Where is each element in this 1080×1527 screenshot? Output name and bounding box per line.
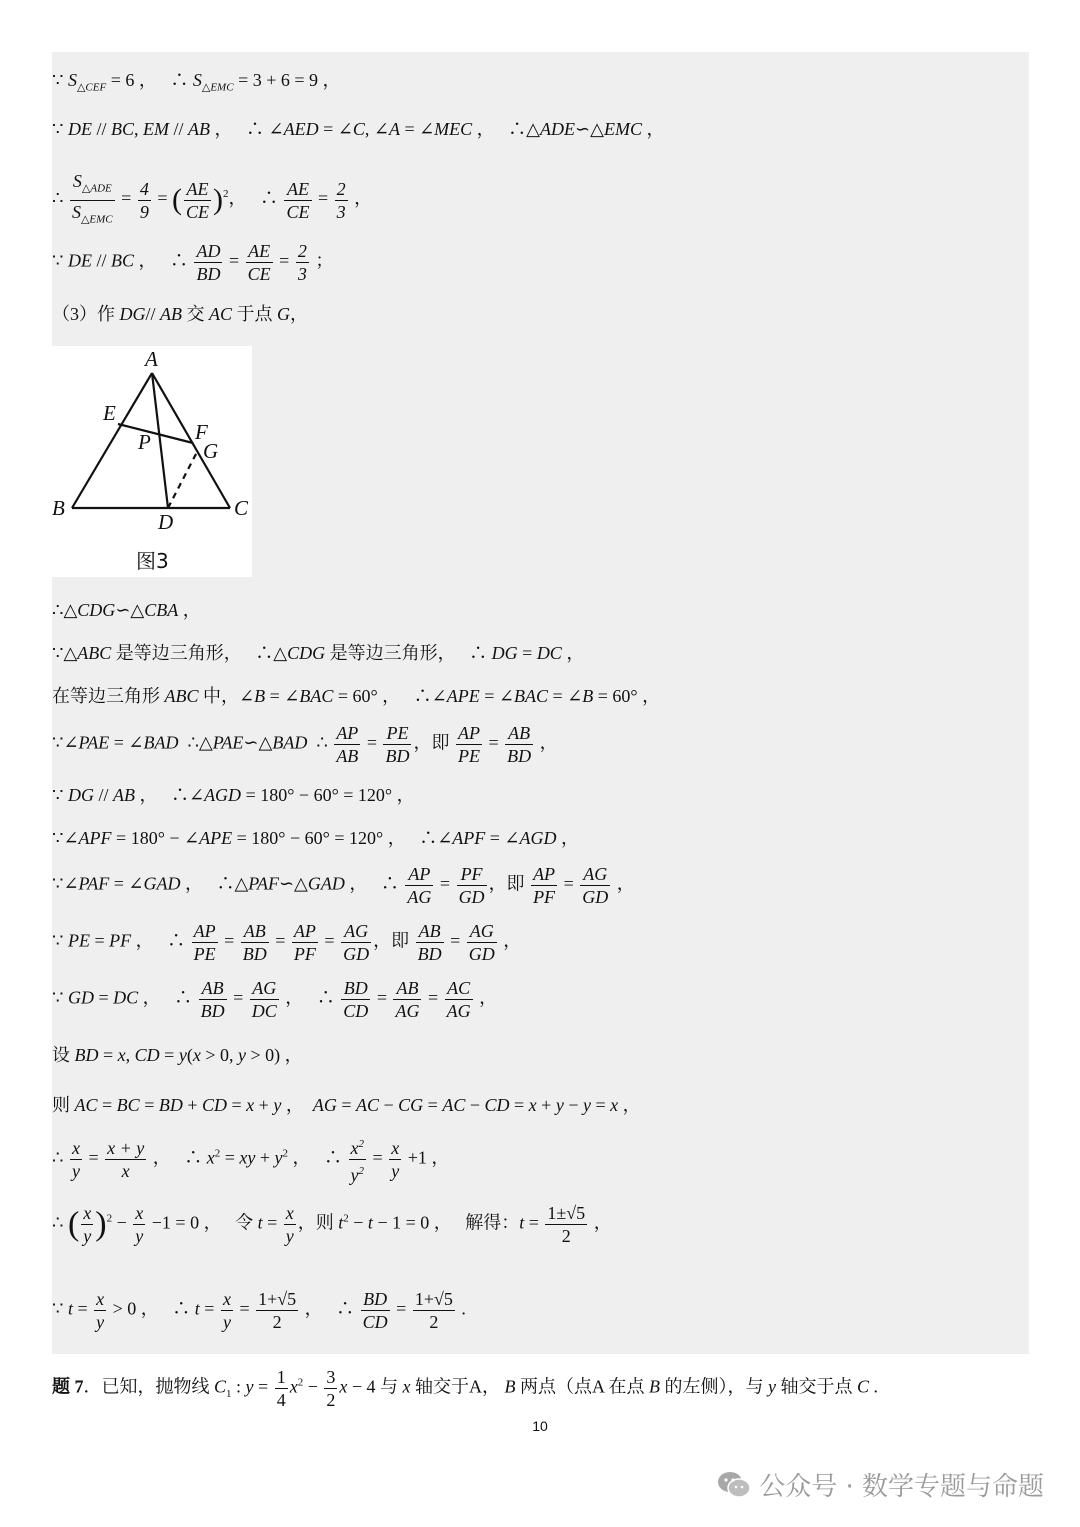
solution-line-1: ∵ $S_{\triangle CEF} = 6$ ， ∴ $S_{\triangle EMC} = 3 + 6 = 9$ ，: [52, 70, 341, 94]
solution-line-5: （3）作 DG// AB 交 AC 于点 G，: [52, 304, 309, 324]
solution-line-17: ∴ $\frac{x}{y}$ = $\frac{x + y}{x}$ ， ∴ $x^2$ = xy + $y^2$ ， ∴ $\frac{x^2}{y^2}$ = $\frac{x}{y}$ +1 ，: [52, 1133, 449, 1186]
watermark: [717, 1466, 1044, 1503]
solution-line-12: ∵∠PAF = ∠GAD ， ∴△PAF∽△GAD ， ∴ $\frac{AP}{AG}$ = $\frac{PF}{GD}$ ，即 $\frac{AP}{PF}$ = $\frac{AG}{GD}$ ，: [52, 864, 635, 907]
solution-line-11: ∵∠APF = 180° − ∠APE = 180° − 60° = 120° ， ∴∠APF = ∠AGD ，: [52, 828, 580, 848]
solution-line-18: ∴ ( $\frac{x}{y}$ )$^2$ − $\frac{x}{y}$ −1 = 0 ， 令 t = $\frac{x}{y}$ ，则 $t^2 - t - 1 = 0$ ， 解得：t = $\frac{1\pm√5}{2}$ ，: [52, 1203, 612, 1246]
question-7: 题 7．已知，抛物线 $C_1$ : y = $\frac{1}{4}$ $x^2$ − $\frac{3}{2}$ x − 4 与 x 轴交于A， B 两点（点A 在点 B 的左侧），与 y 轴交于点 C .: [52, 1367, 879, 1410]
figure-caption: 图3: [136, 549, 169, 573]
solution-line-4: ∵ DE // BC ， ∴ $\frac{AD}{BD}$ = $\frac{AE}{CE}$ = $\frac{2}{3}$ ；: [52, 241, 334, 284]
solution-line-14: ∵ GD = DC ， ∴ $\frac{AB}{BD}$ = $\frac{AG}{DC}$ ， ∴ $\frac{BD}{CD}$ = $\frac{AB}{AG}$ = $\frac{AC}{AG}$ ，: [52, 978, 498, 1021]
solution-line-7: ∵△ABC 是等边三角形， ∴△CDG 是等边三角形， ∴ DG = DC ，: [52, 643, 585, 663]
label-G: G: [203, 439, 219, 463]
label-F: F: [195, 420, 208, 444]
solution-line-13: ∵ PE = PF ， ∴ $\frac{AP}{PE}$ = $\frac{AB}{BD}$ = $\frac{AP}{PF}$ = $\frac{AG}{GD}$ ，即 $\frac{AB}{BD}$ = $\frac{AG}{GD}$ ，: [52, 921, 522, 964]
watermark-text: 公众号 · 数学专题与命题: [759, 1472, 1044, 1502]
solution-line-19: ∵ t = $\frac{x}{y}$ > 0 ， ∴ t = $\frac{x}{y}$ = $\frac{1+√5}{2}$ ， ∴ $\frac{BD}{CD}$ = $\frac{1+√5}{2}$ .: [52, 1289, 466, 1332]
label-D: D: [158, 510, 174, 534]
label-C: C: [234, 496, 249, 520]
label-P: P: [138, 430, 151, 454]
page-number: 10: [532, 1418, 548, 1434]
solution-line-16: 则 AC = BC = BD + CD = x + y ， AG = AC − CG = AC − CD = x + y − y = x ，: [52, 1095, 641, 1115]
solution-line-6: ∴△CDG∽△CBA ，: [52, 600, 201, 620]
figure-3: [52, 346, 252, 577]
solution-line-9: ∵∠PAE = ∠BAD ∴△PAE∽△BAD ∴ $\frac{AP}{AB}$ = $\frac{PE}{BD}$ ，即 $\frac{AP}{PE}$ = $\frac{AB}{BD}$ ，: [52, 723, 558, 766]
label-B: B: [52, 496, 65, 520]
solution-line-8: 在等边三角形 ABC 中，∠B = ∠BAC = 60° ， ∴∠APE = ∠BAC = ∠B = 60° ，: [52, 686, 661, 706]
question-label: 题 7: [52, 1376, 84, 1397]
solution-line-15: 设 BD = x, CD = y(x > 0, y > 0) ，: [52, 1045, 303, 1065]
solution-line-3: ∴ $\frac{S_{\triangle ADE}}{S_{\triangle EMC}}$ = $\frac{4}{9}$ = ( $\frac{AE}{CE}$ )$^2$， ∴ $\frac{AE}{CE}$ = $\frac{2}{3}$ ，: [52, 171, 373, 226]
label-A: A: [145, 347, 158, 371]
wechat-icon: [717, 1471, 751, 1499]
label-E: E: [103, 401, 116, 425]
solution-line-2: ∵ DE // BC, EM // AB ， ∴ ∠AED = ∠C, ∠A = ∠MEC ， ∴△ADE∽△EMC ，: [52, 119, 665, 139]
solution-line-10: ∵ DG // AB ， ∴∠AGD = 180° − 60° = 120° ，: [52, 785, 415, 805]
